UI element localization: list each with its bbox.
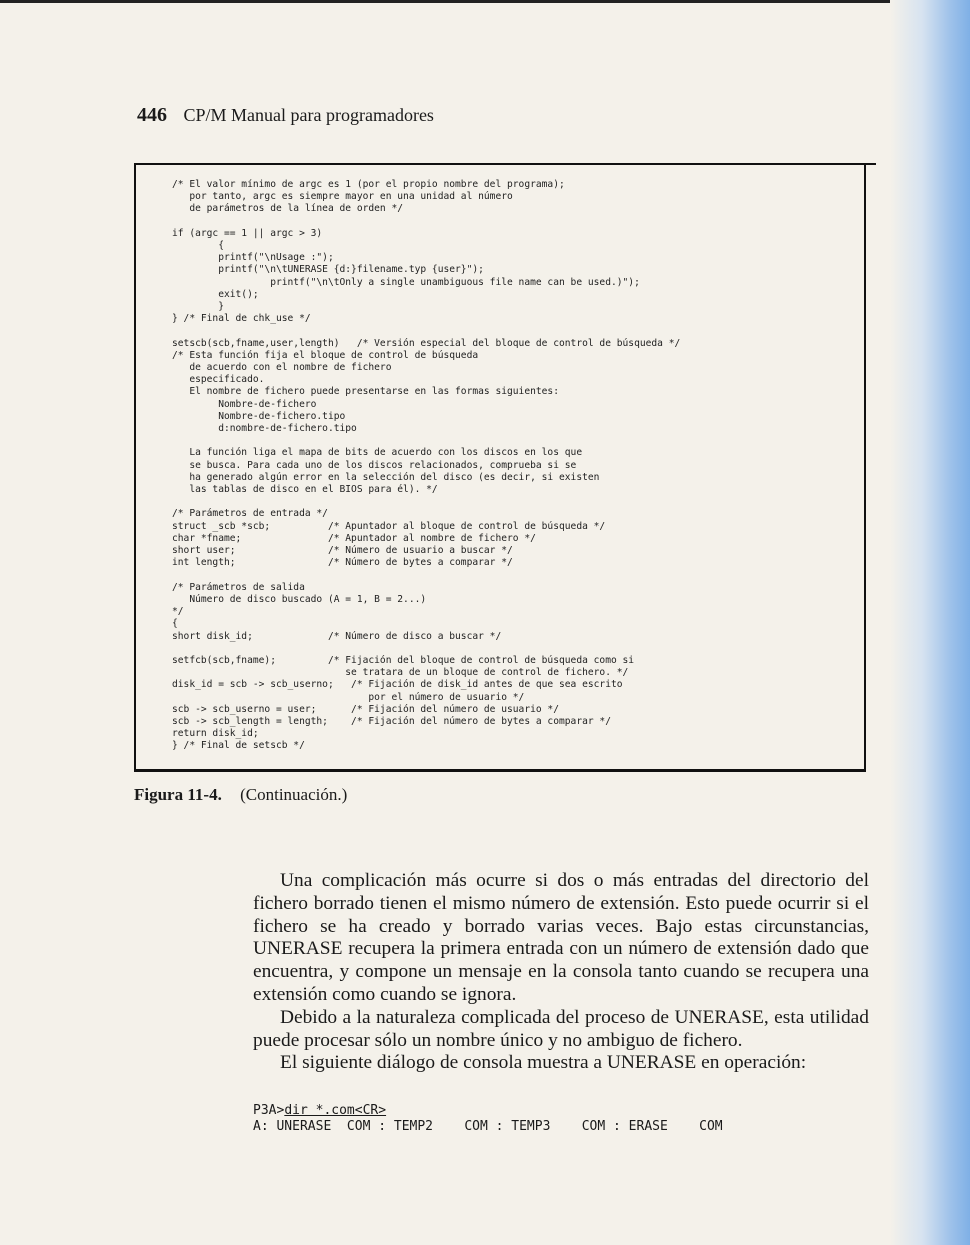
code-line: disk_id = scb -> scb_userno; /* Fijación de disk_id antes de que sea escrito <box>172 679 623 691</box>
running-title: CP/M Manual para programadores <box>183 105 434 125</box>
code-line: por el número de usuario */ <box>172 691 525 703</box>
code-line: de acuerdo con el nombre de fichero <box>172 362 392 374</box>
code-line: Nombre-de-fichero <box>172 398 317 410</box>
box-rule-extension <box>862 163 876 165</box>
code-line: printf("\nUsage :"); <box>172 252 334 264</box>
console-prompt: P3A> <box>253 1103 285 1118</box>
paragraph-3: El siguiente diálogo de consola muestra a UNERASE en operación: <box>280 1052 807 1074</box>
code-line: exit(); <box>172 288 259 300</box>
code-line: Número de disco buscado (A = 1, B = 2...) <box>172 593 427 605</box>
console-dialog <box>253 1103 723 1135</box>
code-line: printf("\n\tOnly a single unambiguous file name can be used.)"); <box>172 276 640 288</box>
book-spine-shadow <box>890 0 970 1245</box>
code-line: return disk_id; <box>172 728 259 740</box>
code-line: por tanto, argc es siempre mayor en una unidad al número <box>172 191 513 203</box>
code-line: struct _scb *scb; /* Apuntador al bloque de control de búsqueda */ <box>172 520 606 532</box>
code-line: ha generado algún error en la selección del disco (es decir, si existen <box>172 471 600 483</box>
console-command: dir *.com<CR> <box>284 1103 387 1118</box>
code-line: /* Esta función fija el bloque de control de búsqueda <box>172 349 479 361</box>
code-line: d:nombre-de-fichero.tipo <box>172 423 357 435</box>
page-number: 446 <box>137 104 167 126</box>
code-line: setscb(scb,fname,user,length) /* Versión especial del bloque de control de búsqueda */ <box>172 337 681 349</box>
code-line: se tratara de un bloque de control de fichero. */ <box>172 667 629 679</box>
code-line: */ <box>172 606 184 618</box>
console-output: A: UNERASE COM : TEMP2 COM : TEMP3 COM : ERASE COM <box>253 1119 723 1134</box>
paragraph-1: Una complicación más ocurre si dos o más entradas del directorio del fichero borrado tienen el mismo número de extensión. Esto puede ocurrir si el fichero se ha creado y borrado varias veces. Bajo estas circunstancias, UNERASE recupera la primera entrada con un número de extensión dado que encuentra, y compone un mensaje en la consola tanto cuando se recupera una extensión como cuando se ignora. <box>253 870 869 1005</box>
code-line: } /* Final de chk_use */ <box>172 313 311 325</box>
code-line: } <box>172 301 224 313</box>
body-text <box>253 870 869 1075</box>
code-listing <box>172 179 680 753</box>
code-line: short disk_id; /* Número de disco a buscar */ <box>172 630 502 642</box>
code-line: especificado. <box>172 374 265 386</box>
code-line: El nombre de fichero puede presentarse en las formas siguientes: <box>172 386 559 398</box>
figure-caption-text: (Continuación.) <box>240 785 348 804</box>
code-line: /* Parámetros de entrada */ <box>172 508 328 520</box>
code-line: int length; /* Número de bytes a comparar */ <box>172 557 513 569</box>
code-line: printf("\n\tUNERASE {d:}filename.typ {user}"); <box>172 264 484 276</box>
code-listing-box <box>134 163 866 772</box>
figure-caption <box>134 785 347 805</box>
code-line: short user; /* Número de usuario a buscar */ <box>172 545 513 557</box>
code-line: Nombre-de-fichero.tipo <box>172 410 346 422</box>
code-line: las tablas de disco en el BIOS para él). */ <box>172 484 438 496</box>
code-line: scb -> scb_userno = user; /* Fijación del número de usuario */ <box>172 703 559 715</box>
code-line: se busca. Para cada uno de los discos relacionados, comprueba si se <box>172 459 577 471</box>
page-top-edge <box>0 0 908 3</box>
code-line: de parámetros de la línea de orden */ <box>172 203 404 215</box>
code-line: La función liga el mapa de bits de acuerdo con los discos en los que <box>172 447 583 459</box>
page-header <box>137 104 434 127</box>
code-line: char *fname; /* Apuntador al nombre de fichero */ <box>172 532 536 544</box>
code-line: { <box>172 240 224 252</box>
code-line: } /* Final de setscb */ <box>172 740 305 752</box>
code-line: { <box>172 618 178 630</box>
paragraph-2: Debido a la naturaleza complicada del proceso de UNERASE, esta utilidad puede procesar sólo un nombre único y no ambiguo de fichero. <box>253 1006 869 1051</box>
code-line: /* El valor mínimo de argc es 1 (por el propio nombre del programa); <box>172 179 565 190</box>
figure-label: Figura 11-4. <box>134 785 222 804</box>
code-line: /* Parámetros de salida <box>172 581 305 593</box>
code-line: setfcb(scb,fname); /* Fijación del bloque de control de búsqueda como si <box>172 654 635 666</box>
code-line: if (argc == 1 || argc > 3) <box>172 227 323 239</box>
code-line: scb -> scb_length = length; /* Fijación del número de bytes a comparar */ <box>172 715 611 727</box>
